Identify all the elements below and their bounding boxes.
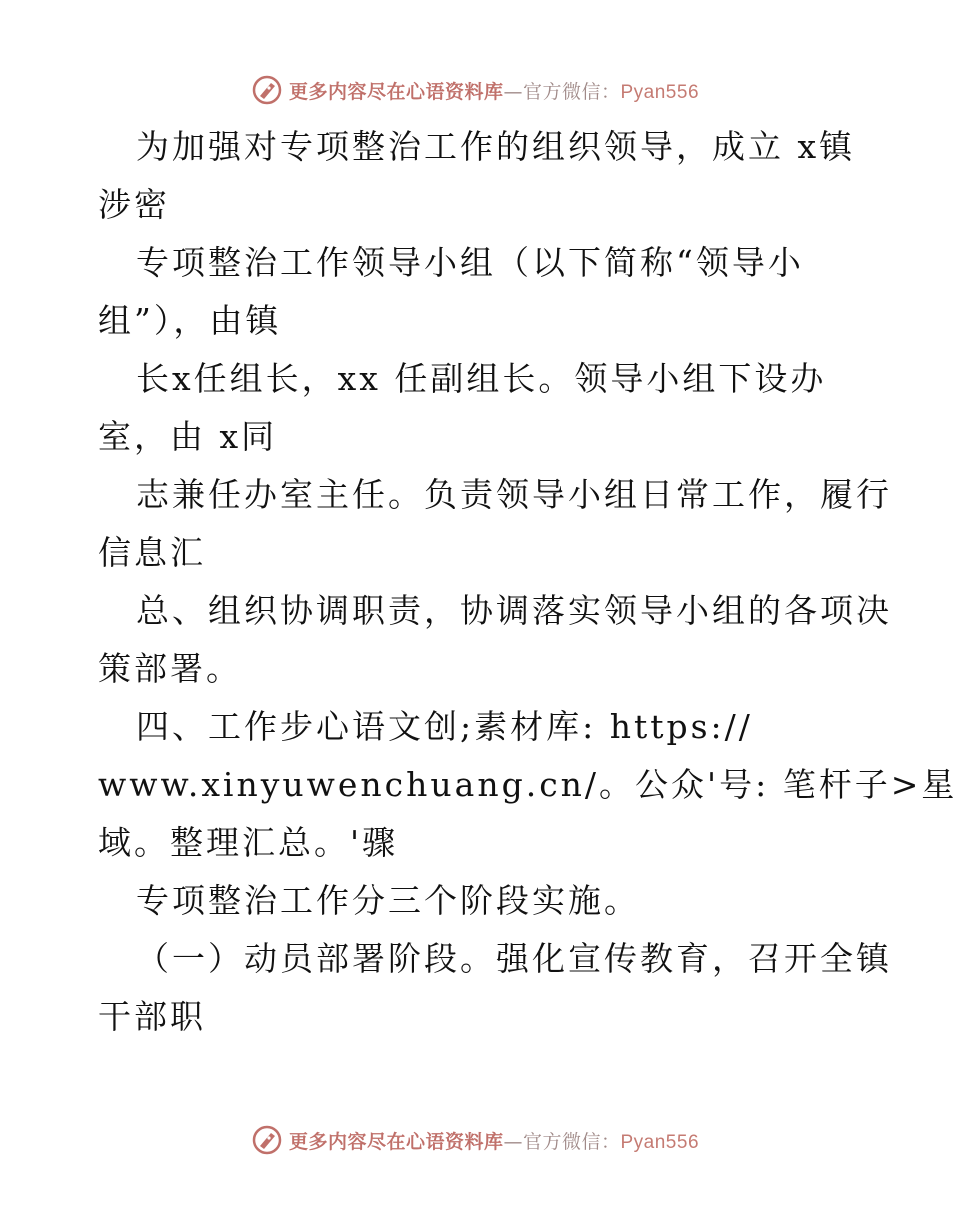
pen-nib-logo-icon [251, 74, 283, 106]
text-line: 专项整治工作分三个阶段实施。 [136, 881, 640, 920]
footer-watermark [0, 1120, 950, 1160]
header-watermark [0, 70, 950, 110]
text-line: 涉密 [98, 185, 170, 224]
watermark-separator: — [503, 80, 523, 103]
text-line: 室，由 x同 [98, 417, 278, 456]
text-line: （一）动员部署阶段。强化宣传教育，召开全镇 [136, 939, 892, 978]
watermark-wechat-id: Pyan556 [620, 81, 700, 103]
watermark-separator: — [503, 1130, 523, 1153]
text-line: 总、组织协调职责，协调落实领导小组的各项决 [136, 591, 892, 630]
watermark-wechat-label: 官方微信： [522, 1130, 621, 1153]
text-line: 干部职 [98, 997, 206, 1036]
pen-nib-logo-icon [251, 1124, 283, 1156]
text-line: 四、工作步心语文创;素材库: https:// [136, 707, 753, 746]
text-line: 志兼任办室主任。负责领导小组日常工作，履行 [136, 475, 892, 514]
text-line: 信息汇 [98, 533, 206, 572]
watermark-text [289, 77, 699, 104]
watermark-wechat-label: 官方微信： [522, 80, 621, 103]
document-body [98, 118, 957, 1046]
text-line: 组”），由镇 [98, 301, 282, 340]
watermark-brand: 更多内容尽在心语资料库 [288, 80, 504, 103]
text-line: 专项整治工作领导小组（以下简称“领导小 [136, 243, 804, 282]
text-line: 为加强对专项整治工作的组织领导，成立 x镇 [136, 127, 856, 166]
watermark-brand: 更多内容尽在心语资料库 [288, 1130, 504, 1153]
text-line: www.xinyuwenchuang.cn/。公众'号: 笔杆子>星 [98, 765, 957, 804]
text-line: 域。整理汇总。'骤 [98, 823, 399, 862]
text-line: 长x任组长，xx 任副组长。领导小组下设办 [136, 359, 827, 398]
text-line: 策部署。 [98, 649, 242, 688]
watermark-text [289, 1127, 699, 1154]
watermark-wechat-id: Pyan556 [620, 1131, 700, 1153]
